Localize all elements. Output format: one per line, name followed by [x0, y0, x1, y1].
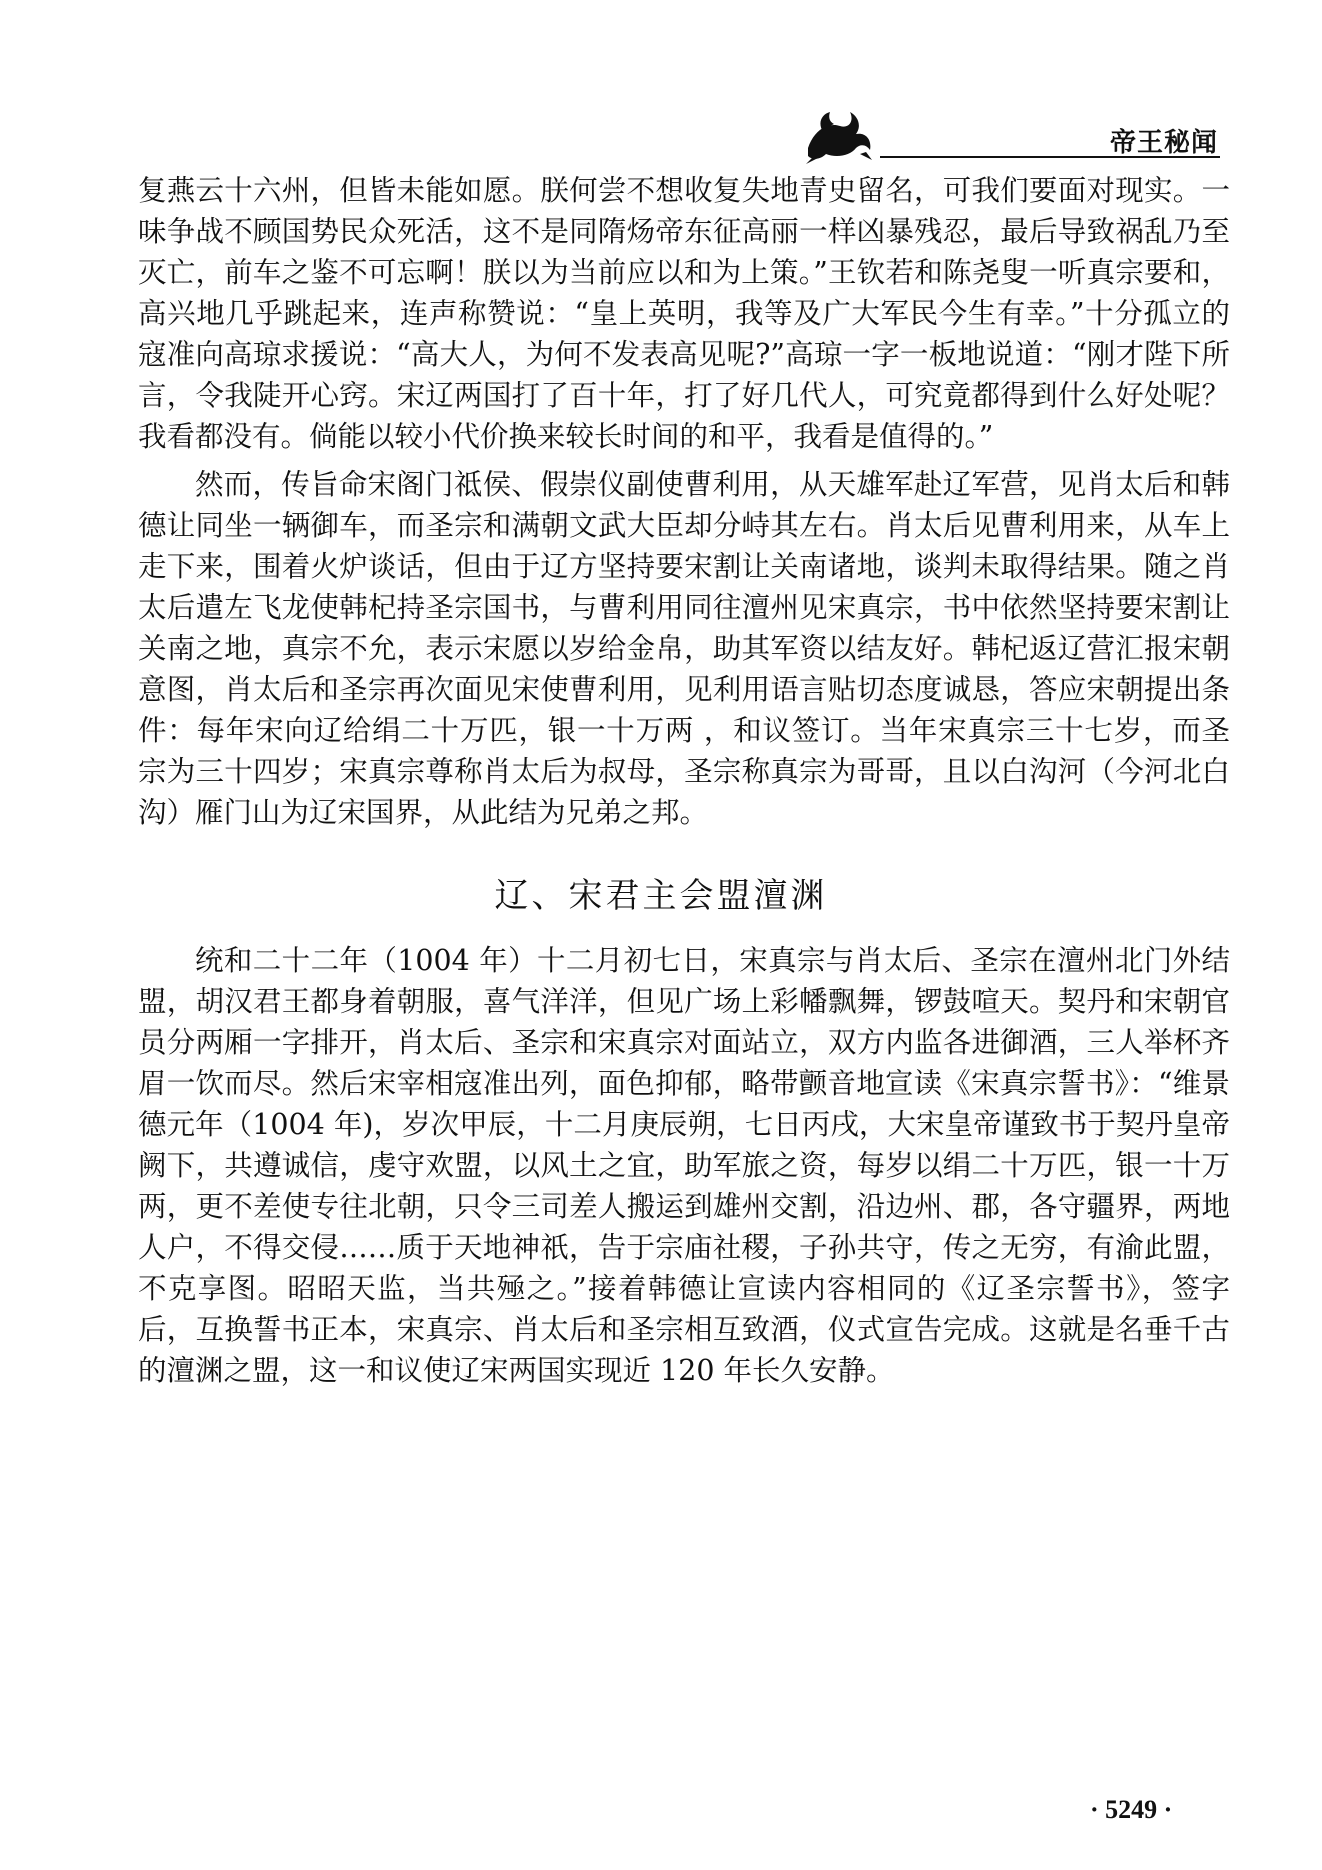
page-number: · 5249 · — [1090, 1795, 1173, 1824]
section-heading: 辽、宋君主会盟澶渊 — [494, 876, 828, 916]
running-header — [800, 100, 1230, 170]
dragon-icon — [800, 100, 880, 166]
paragraph-continued: 复燕云十六州，但皆未能如愿。朕何尝不想收复失地青史留名，可我们要面对现实。一味争战不顾国势民众死活，这不是同隋炀帝东征高丽一样凶暴残忍，最后导致祸乱乃至灭亡，前车之鉴不可忘啊！朕以为当前应以和为上策。”王钦若和陈尧叟一听真宗要和，高兴地几乎跳起来，连声称赞说：“皇上英明，我等及广大军民今生有幸。”十分孤立的寇准向高琼求援说：“高大人，为何不发表高见呢?”高琼一字一板地说道：“刚才陛下所言，令我陡开心窍。宋辽两国打了百十年，打了好几代人，可究竟都得到什么好处呢？我看都没有。倘能以较小代价换来较长时间的和平，我看是值得的。” — [138, 174, 1230, 453]
series-title: 帝王秘闻 — [1109, 128, 1218, 158]
paragraph-negotiation: 然而，传旨命宋阁门祗侯、假崇仪副使曹利用，从天雄军赴辽军营，见肖太后和韩德让同坐一辆御车，而圣宗和满朝文武大臣却分峙其左右。肖太后见曹利用来，从车上走下来，围着火炉谈话，但由于辽方坚持要宋割让关南诸地，谈判未取得结果。随之肖太后遣左飞龙使韩杞持圣宗国书，与曹利用同往澶州见宋真宗，书中依然坚持要宋割让关南之地，真宗不允，表示宋愿以岁给金帛，助其军资以结友好。韩杞返辽营汇报宋朝意图，肖太后和圣宗再次面见宋使曹利用，见利用语言贴切态度诚恳，答应宋朝提出条件：每年宋向辽给绢二十万匹，银一十万两 ，和议签订。当年宋真宗三十七岁，而圣宗为三十四岁；宋真宗尊称肖太后为叔母，圣宗称真宗为哥哥，且以白沟河（今河北白沟）雁门山为辽宋国界，从此结为兄弟之邦。 — [138, 468, 1230, 829]
paragraph-treaty: 统和二十二年（1004 年）十二月初七日，宋真宗与肖太后、圣宗在澶州北门外结盟，胡汉君王都身着朝服，喜气洋洋，但见广场上彩幡飘舞，锣鼓喧天。契丹和宋朝官员分两厢一字排开，肖太后、圣宗和宋真宗对面站立，双方内监各进御酒，三人举杯齐眉一饮而尽。然后宋宰相寇准出列，面色抑郁，略带颤音地宣读《宋真宗誓书》：“维景德元年（1004 年)，岁次甲辰，十二月庚辰朔，七日丙戌，大宋皇帝谨致书于契丹皇帝阙下，共遵诚信，虔守欢盟，以风土之宜，助军旅之资，每岁以绢二十万匹，银一十万两，更不差使专往北朝，只令三司差人搬运到雄州交割，沿边州、郡，各守疆界，两地人户，不得交侵……质于天地神祇，告于宗庙社稷，子孙共守，传之无穷，有渝此盟，不克享图。昭昭天监，当共殛之。”接着韩德让宣读内容相同的《辽圣宗誓书》，签字后，互换誓书正本，宋真宗、肖太后和圣宗相互致酒，仪式宣告完成。这就是名垂千古的澶渊之盟，这一和议使辽宋两国实现近 120 年长久安静。 — [138, 944, 1230, 1387]
